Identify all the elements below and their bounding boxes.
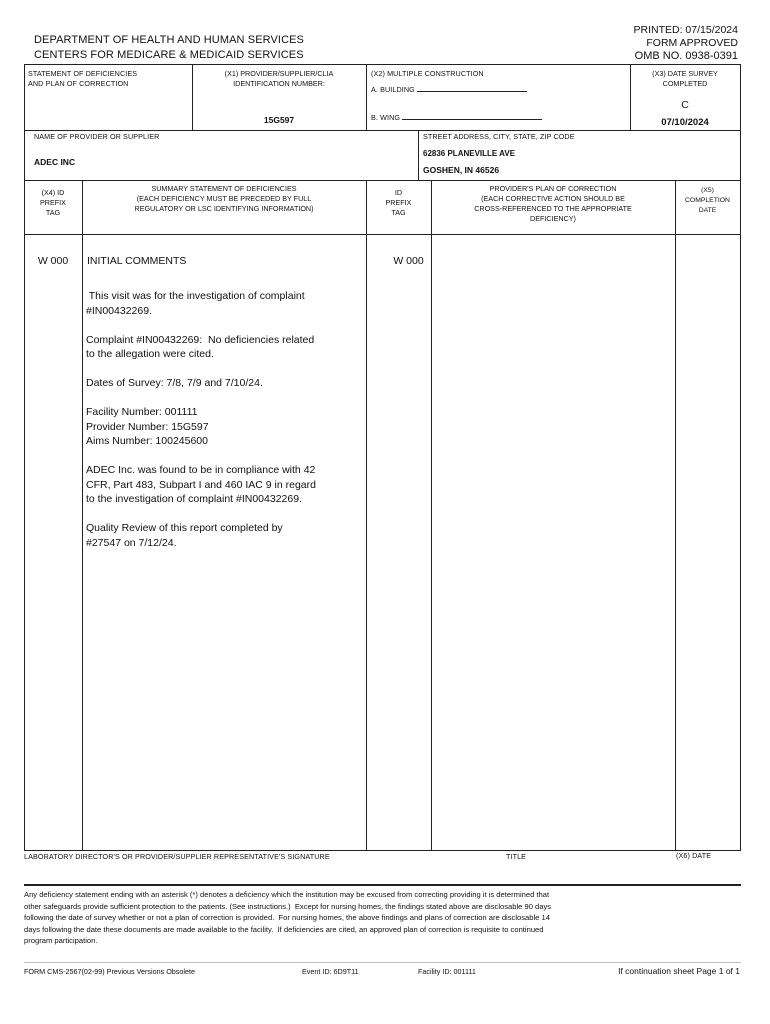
entry-line: Provider Number: 15G597 — [86, 420, 209, 433]
disclaimer-line: program participation. — [24, 936, 98, 945]
entry-line: CFR, Part 483, Subpart I and 460 IAC 9 in regard — [86, 478, 316, 491]
address-line-1: 62836 PLANEVILLE AVE — [423, 149, 516, 158]
entry-line: Quality Review of this report completed by — [86, 522, 283, 534]
event-id: Event ID: 6D9T11 — [302, 967, 359, 976]
disclaimer-line: other safeguards provide sufficient protection to the patients. (See instructions.) Except for nursing homes, the findings stated above are disclosable 90 days — [24, 901, 552, 911]
entry-line: to the allegation were cited. — [86, 348, 214, 360]
date-label: (X6) DATE — [676, 851, 712, 860]
survey-code: C — [681, 99, 689, 111]
x3-label: (X3) DATE SURVEY COMPLETED — [652, 69, 718, 88]
entry-paragraph — [86, 333, 361, 362]
col-divider-4 — [675, 180, 676, 850]
disclaimer-line: following the date of survey whether or not a plan of correction is provided. For nursing homes, the above findings and plans of correction are disclosable 14 — [24, 913, 550, 922]
omb-number: OMB NO. 0938-0391 — [634, 50, 738, 62]
completion-header: (X5) COMPLETION DATE — [685, 187, 730, 214]
page-indicator: If continuation sheet Page 1 of 1 — [618, 966, 740, 976]
provider-id-number: 15G597 — [263, 115, 295, 125]
form-top-border — [24, 64, 741, 65]
disclaimer-line: days following the date these documents are made available to the facility. If deficiencies are cited, an approved plan of correction is requisite to continued — [24, 924, 544, 934]
form-approved: FORM APPROVED — [646, 37, 738, 49]
x4-header: (X4) ID PREFIX TAG — [40, 188, 66, 217]
entry-line: This visit was for the investigation of complaint — [86, 290, 305, 302]
entry-paragraph — [86, 376, 361, 391]
printed-date: PRINTED: 07/15/2024 — [633, 24, 738, 36]
col-divider-3 — [431, 180, 432, 850]
disclaimer-text — [24, 889, 744, 947]
form-right-border — [740, 64, 741, 850]
entry-paragraph — [86, 521, 361, 550]
x2-label: (X2) MULTIPLE CONSTRUCTION — [371, 69, 484, 78]
x1-label: (X1) PROVIDER/SUPPLIER/CLIA IDENTIFICATION NUMBER: — [224, 69, 334, 88]
agency-header — [34, 33, 304, 63]
address-label: STREET ADDRESS, CITY, STATE, ZIP CODE — [423, 132, 575, 141]
col-divider-1 — [82, 180, 83, 850]
entry-line: to the investigation of complaint #IN00432269. — [86, 493, 302, 505]
provider-name-label: NAME OF PROVIDER OR SUPPLIER — [34, 132, 160, 141]
form-left-border — [24, 64, 25, 850]
entry-paragraph — [86, 463, 361, 507]
survey-date: 07/10/2024 — [661, 117, 709, 128]
entry-line: Aims Number: 100245600 — [86, 435, 208, 447]
disclaimer-line: Any deficiency statement ending with an asterisk (*) denotes a deficiency which the institution may be excused from correcting providing it is determined that — [24, 890, 550, 899]
provider-name: ADEC INC — [34, 157, 76, 167]
entry-paragraph — [86, 289, 361, 318]
title-label: TITLE — [506, 852, 527, 861]
entry-line: Complaint #IN00432269: No deficiencies related — [86, 333, 315, 346]
dept-line-1: DEPARTMENT OF HEALTH AND HUMAN SERVICES — [34, 34, 304, 46]
entry-paragraph — [86, 405, 361, 449]
statement-label: STATEMENT OF DEFICIENCIES AND PLAN OF CORRECTION — [28, 69, 138, 88]
signature-label: LABORATORY DIRECTOR'S OR PROVIDER/SUPPLIER REPRESENTATIVE'S SIGNATURE — [24, 852, 330, 861]
entry-line: #IN00432269. — [86, 304, 152, 317]
summary-header: SUMMARY STATEMENT OF DEFICIENCIES (EACH DEFICIENCY MUST BE PRECEDED BY FULL REGULATORY OR LSC IDENTIFYING INFORMATION) — [134, 184, 314, 213]
entry-line: ADEC Inc. was found to be in compliance with 42 — [86, 464, 316, 476]
form-number: FORM CMS-2567(02-99) Previous Versions Obsolete — [24, 967, 195, 976]
id-prefix-header: ID PREFIX TAG — [385, 188, 412, 217]
facility-id: Facility ID: 001111 — [418, 967, 476, 976]
address-line-2: GOSHEN, IN 46526 — [423, 165, 500, 175]
entry-line: #27547 on 7/12/24. — [86, 536, 177, 549]
tag-prefix-left: W 000 — [37, 255, 69, 267]
entry-body — [86, 289, 361, 565]
entry-line: Dates of Survey: 7/8, 7/9 and 7/10/24. — [86, 377, 263, 389]
plan-header: PROVIDER'S PLAN OF CORRECTION (EACH CORRECTIVE ACTION SHOULD BE CROSS-REFERENCED TO THE APPROPRIATE DEFICIENCY) — [474, 184, 632, 223]
tag-prefix-right: W 000 — [393, 255, 424, 267]
dept-line-2: CENTERS FOR MEDICARE & MEDICAID SERVICES — [34, 49, 304, 61]
col-divider-2 — [366, 180, 367, 850]
x2-wing: B. WING — [371, 113, 542, 123]
entry-heading: INITIAL COMMENTS — [87, 255, 187, 267]
x2-building: A. BUILDING — [371, 85, 527, 95]
entry-line: Facility Number: 001111 — [86, 406, 198, 418]
form-approval-block — [634, 24, 738, 63]
